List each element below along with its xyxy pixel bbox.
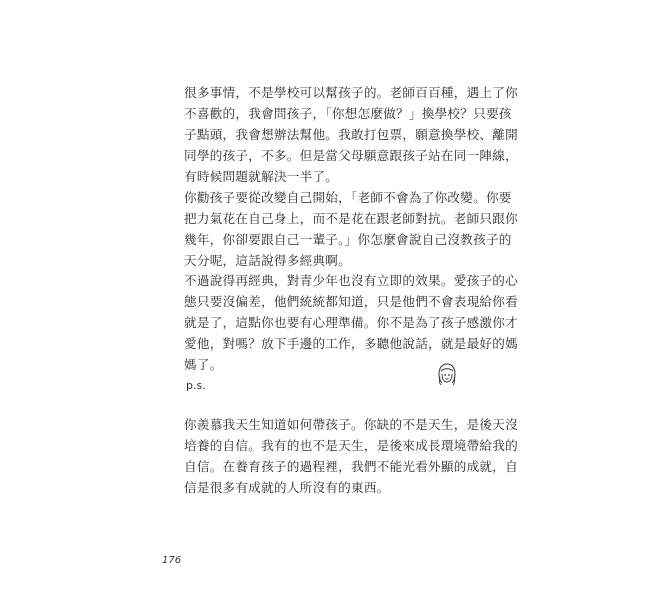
text-line: 培養的自信。我有的也不是天生，是後來成長環境帶給我的 bbox=[184, 438, 518, 453]
paragraph-1 bbox=[184, 82, 518, 187]
text-line: 天分呢，這話說得多經典啊。 bbox=[184, 253, 351, 268]
text-line: 不喜歡的，我會問孩子，「你想怎麼做？」換學校？只要孩 bbox=[184, 106, 512, 121]
text-line: 幾年，你卻要跟自己一輩子。」你怎麼會說自己沒教孩子的 bbox=[184, 232, 512, 247]
text-line: 不過說得再經典，對青少年也沒有立即的效果。愛孩子的心 bbox=[184, 273, 518, 288]
text-line: 子點頭，我會想辦法幫他。我敢打包票，願意換學校、離開 bbox=[184, 127, 518, 142]
ps-paragraph bbox=[184, 414, 518, 498]
text-line: 同學的孩子，不多。但是當父母願意跟孩子站在同一陣線， bbox=[184, 148, 518, 163]
text-line: 把力氣花在自己身上，而不是花在跟老師對抗。老師只跟你 bbox=[184, 211, 518, 226]
text-line: 你羨慕我天生知道如何帶孩子。你缺的不是天生，是後天沒 bbox=[184, 417, 518, 432]
text-line: 愛他，對嗎？放下手邊的工作，多聽他說話，就是最好的媽 bbox=[184, 336, 518, 351]
girl-face-icon bbox=[435, 362, 459, 386]
paragraph-3 bbox=[184, 270, 518, 375]
paragraph-2 bbox=[184, 187, 518, 271]
ps-label: p.s. bbox=[186, 379, 206, 392]
text-line: 自信。在養育孩子的過程裡，我們不能光看外顯的成就，自 bbox=[184, 459, 518, 474]
page-number: 176 bbox=[162, 555, 182, 566]
text-line: 信是很多有成就的人所沒有的東西。 bbox=[184, 480, 390, 495]
text-line: 有時候問題就解決一半了。 bbox=[184, 169, 339, 184]
text-line: 很多事情，不是學校可以幫孩子的。老師百百種，遇上了你 bbox=[184, 85, 518, 100]
text-line: 你勸孩子要從改變自己開始，「老師不會為了你改變。你要 bbox=[184, 190, 512, 205]
text-line: 就是了，這點你也要有心理準備。你不是為了孩子感激你才 bbox=[184, 315, 518, 330]
text-line: 態只要沒偏差，他們統統都知道，只是他們不會表現給你看 bbox=[184, 294, 518, 309]
text-line: 媽了。 bbox=[184, 357, 223, 372]
